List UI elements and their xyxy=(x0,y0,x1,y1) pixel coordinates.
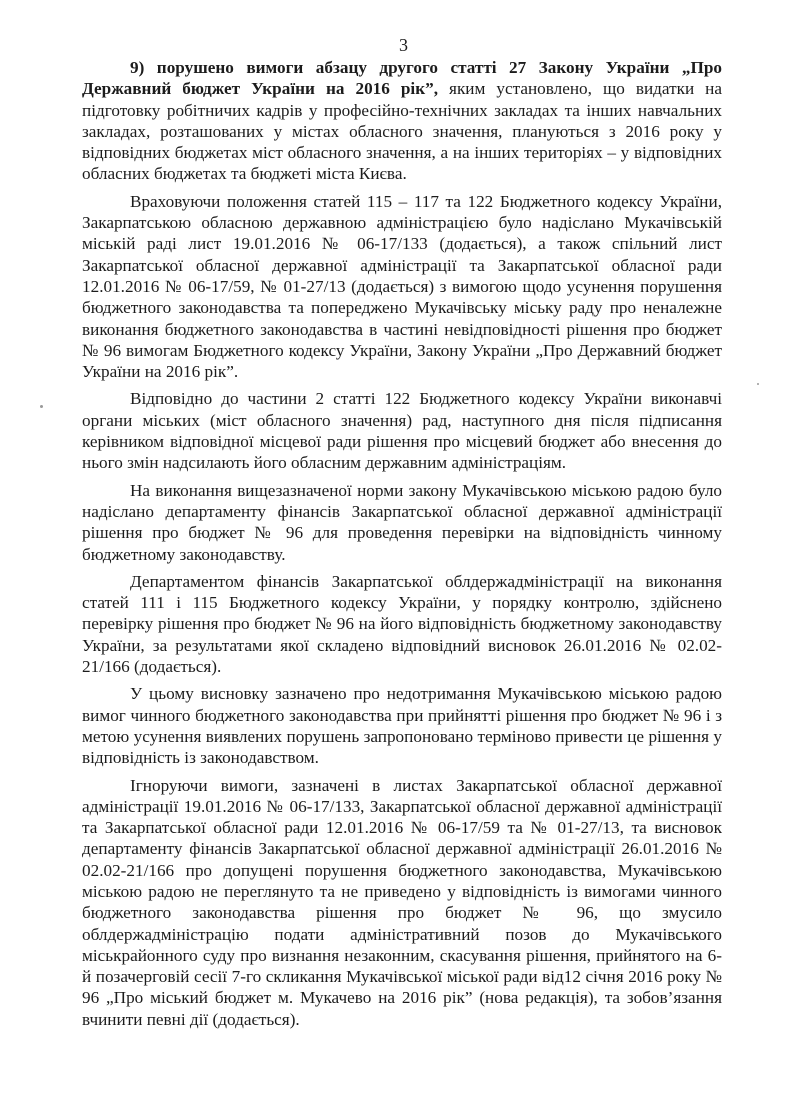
document-body xyxy=(82,57,722,1036)
page-number: 3 xyxy=(399,35,408,55)
scan-speck xyxy=(757,383,759,385)
paragraph-9 xyxy=(82,57,722,185)
paragraph: На виконання вищезазначеної норми закону Мукачівською міською радою було надіслано департаменту фінансів Закарпатської обласної державної адміністрації рішення про бюджет № 96 для проведення перевірки на відповідність чинному бюджетному законодавству. xyxy=(82,480,722,564)
paragraph: Департаментом фінансів Закарпатської облдержадміністрації на виконання статей 111 і 115 Бюджетного кодексу України, у порядку контролю, здійснено перевірку рішення про бюджет № 96 на його відповідність бюджетному законодавству України, за результатами якої складено відповідний висновок 26.01.2016 № 02.02-21/166 (додається). xyxy=(82,571,722,677)
paragraph-bold-lead: 9) порушено вимоги абзацу другого статті 27 Закону України „Про Державний бюджет України на 2016 рік”, xyxy=(82,58,722,99)
paragraph: Враховуючи положення статей 115 – 117 та 122 Бюджетного кодексу України, Закарпатською обласною державною адміністрацією було надіслано Мукачівській міській раді лист 19.01.2016 № 06-17/133 (додається), а також спільний лист Закарпатської обласної державної адміністрації та Закарпатської обласної ради 12.01.2016 № 06-17/59, № 01-27/13 (додається) з вимогою щодо усунення порушення бюджетного законодавства та попереджено Мукачівську міську раду про неналежне виконання бюджетного законодавства в частині невідповідності рішення про бюджет № 96 вимогам Бюджетного кодексу України, Закону України „Про Державний бюджет України на 2016 рік”. xyxy=(82,191,722,382)
paragraph: Відповідно до частини 2 статті 122 Бюджетного кодексу України виконавчі органи міських (міст обласного значення) рад, наступного дня після підписання керівником відповідної місцевої ради рішення про місцевий бюджет або внесення до нього змін надсилають його обласним державним адміністраціям. xyxy=(82,389,722,473)
scan-speck xyxy=(40,405,43,408)
paragraph: У цьому висновку зазначено про недотримання Мукачівською міською радою вимог чинного бюджетного законодавства при прийнятті рішення про бюджет № 96 і з метою усунення виявлених порушень запропоновано терміново привести це рішення у відповідність із законодавством. xyxy=(82,684,722,768)
paragraph-text: яким установлено, що видатки на підготовку робітничих кадрів у професійно-технічних закладах та інших навчальних закладах, розташованих у містах обласного значення, плануються з 2016 року у відповідних бюджетах міст обласного значення, а на інших територіях – у відповідних обласних бюджетах та бюджеті міста Києва. xyxy=(82,79,722,184)
paragraph: Ігноруючи вимоги, зазначені в листах Закарпатської обласної державної адміністрації 19.01.2016 № 06-17/133, Закарпатської обласної державної адміністрації та Закарпатської обласної ради 12.01.2016 № 06-17/59 та № 01-27/13, та висновок департаменту фінансів Закарпатської обласної державної адміністрації 26.01.2016 № 02.02-21/166 про допущені порушення бюджетного законодавства, Мукачівською міською радою не переглянуто та не приведено у відповідність із вимогами чинного бюджетного законодавства рішення про бюджет № 96, що змусило облдержадміністрацію подати адміністративний позов до Мукачівського міськрайонного суду про визнання незаконним, скасування рішення, прийнятого на 6-й позачерговій сесії 7-го скликання Мукачівської міської ради від12 січня 2016 року № 96 „Про міський бюджет м. Мукачево на 2016 рік” (нова редакція), та зобов’язання вчинити певні дії (додається). xyxy=(82,775,722,1029)
